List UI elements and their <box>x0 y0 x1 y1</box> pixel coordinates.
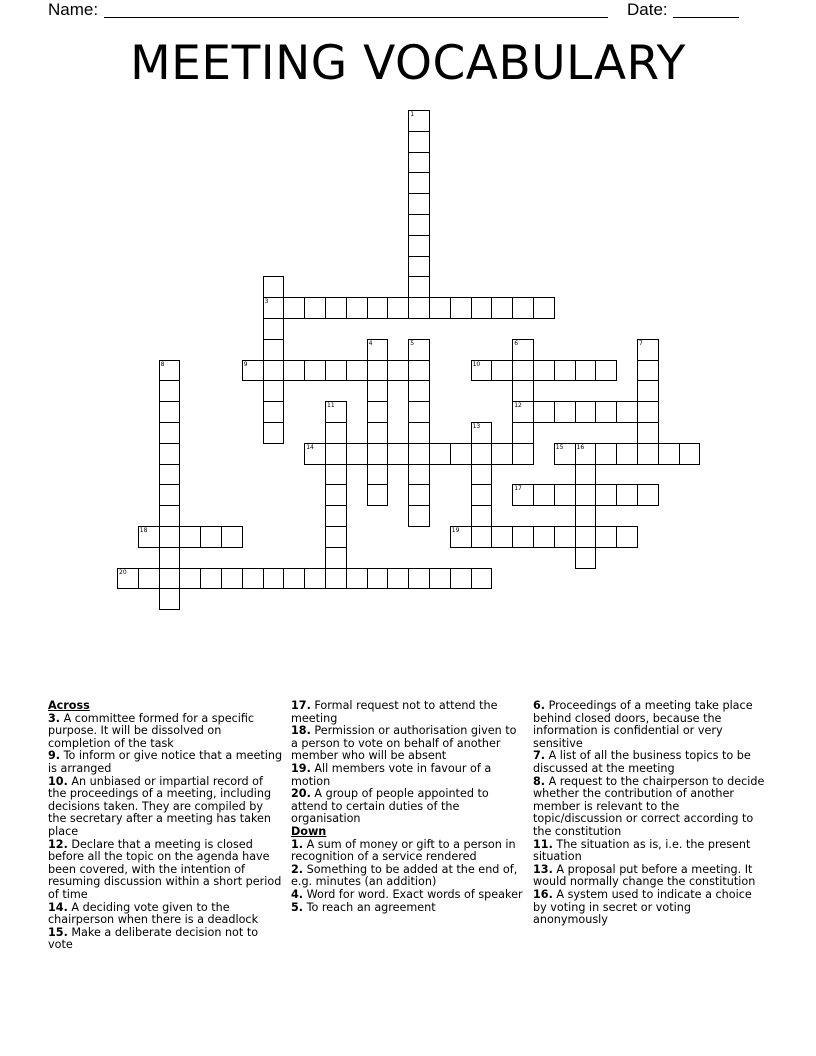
grid-cell[interactable] <box>512 422 534 444</box>
grid-cell[interactable] <box>242 360 264 382</box>
grid-cell[interactable] <box>408 568 430 590</box>
grid-cell[interactable] <box>637 360 659 382</box>
grid-cell[interactable] <box>159 401 181 423</box>
grid-cell[interactable] <box>325 568 347 590</box>
clue-number: 2. <box>291 862 304 876</box>
grid-cell[interactable] <box>367 360 389 382</box>
clues-column-2 <box>291 700 526 914</box>
clue-item <box>291 788 526 826</box>
clue-number: 8. <box>533 774 546 788</box>
grid-cell[interactable] <box>533 484 555 506</box>
clue-number: 6. <box>533 699 546 712</box>
grid-cell[interactable] <box>159 484 181 506</box>
grid-cell[interactable] <box>471 526 493 548</box>
clue-text: All members vote in favour of a motion <box>291 761 492 788</box>
grid-cell[interactable] <box>408 360 430 382</box>
grid-cell[interactable] <box>387 297 409 319</box>
grid-cell[interactable] <box>554 526 576 548</box>
grid-cell[interactable] <box>533 360 555 382</box>
grid-cell[interactable] <box>346 297 368 319</box>
grid-cell[interactable] <box>471 484 493 506</box>
grid-cell[interactable] <box>512 360 534 382</box>
clue-item <box>48 776 283 839</box>
clue-text: To inform or give notice that a meeting is arranged <box>48 749 283 775</box>
clue-number: 15. <box>48 925 68 939</box>
grid-cell[interactable] <box>242 568 264 590</box>
grid-cell[interactable] <box>408 380 430 402</box>
grid-cell[interactable] <box>575 464 597 486</box>
grid-cell[interactable] <box>367 401 389 423</box>
grid-cell[interactable] <box>491 443 513 465</box>
clue-number: 11. <box>533 837 553 851</box>
grid-cell[interactable] <box>408 464 430 486</box>
clue-item <box>291 700 526 725</box>
grid-cell[interactable] <box>408 422 430 444</box>
grid-cell[interactable] <box>450 443 472 465</box>
clue-number: 20 <box>119 568 127 576</box>
grid-cell[interactable] <box>367 297 389 319</box>
grid-cell[interactable] <box>616 401 638 423</box>
clue-text: Something to be added at the end of, e.g. minutes (an addition) <box>291 862 518 889</box>
grid-cell[interactable] <box>325 526 347 548</box>
clue-text: Formal request not to attend the meeting <box>291 699 498 725</box>
grid-cell[interactable] <box>533 526 555 548</box>
grid-cell[interactable] <box>408 401 430 423</box>
grid-cell[interactable] <box>408 152 430 174</box>
grid-cell[interactable] <box>325 464 347 486</box>
clue-number: 19. <box>291 761 311 775</box>
clue-text: Word for word. Exact words of speaker <box>303 887 523 901</box>
grid-cell[interactable] <box>325 443 347 465</box>
clue-number: 7. <box>533 749 546 763</box>
clue-item <box>48 839 283 902</box>
grid-cell[interactable] <box>159 588 181 610</box>
clue-text: A system used to indicate a choice by voting in secret or voting anonymously <box>533 887 752 927</box>
grid-cell[interactable] <box>554 484 576 506</box>
clue-text: A group of people appointed to attend to certain duties of the organisation <box>291 787 489 826</box>
grid-cell[interactable] <box>159 360 181 382</box>
clue-number: 4 <box>368 339 373 347</box>
grid-cell[interactable] <box>575 526 597 548</box>
grid-cell[interactable] <box>200 526 222 548</box>
clue-text: Declare that a meeting is closed before all the topic on the agenda have been covered, with the intention of resuming discussion within a short period of time <box>48 837 282 901</box>
grid-cell[interactable] <box>159 380 181 402</box>
grid-cell[interactable] <box>575 505 597 527</box>
grid-cell[interactable] <box>471 505 493 527</box>
grid-cell[interactable] <box>408 443 430 465</box>
grid-cell[interactable] <box>429 297 451 319</box>
clue-number: 4. <box>291 887 304 901</box>
grid-cell[interactable] <box>367 568 389 590</box>
grid-cell[interactable] <box>367 443 389 465</box>
grid-cell[interactable] <box>304 360 326 382</box>
clue-item <box>533 776 768 839</box>
grid-cell[interactable] <box>367 380 389 402</box>
grid-cell[interactable] <box>595 360 617 382</box>
grid-cell[interactable] <box>179 526 201 548</box>
grid-cell[interactable] <box>159 547 181 569</box>
grid-cell[interactable] <box>450 297 472 319</box>
grid-cell[interactable] <box>159 443 181 465</box>
clues-column-3 <box>533 700 768 927</box>
clue-number: 12 <box>514 402 522 410</box>
clue-text: A list of all the business topics to be discussed at the meeting <box>533 749 751 775</box>
grid-cell[interactable] <box>387 443 409 465</box>
grid-cell[interactable] <box>263 360 285 382</box>
grid-cell[interactable] <box>637 339 659 361</box>
grid-cell[interactable] <box>325 422 347 444</box>
clue-number: 11 <box>327 402 335 410</box>
grid-cell[interactable] <box>346 443 368 465</box>
grid-cell[interactable] <box>471 464 493 486</box>
grid-cell[interactable] <box>429 568 451 590</box>
grid-cell[interactable] <box>575 547 597 569</box>
clue-text: Make a deliberate decision not to vote <box>48 925 259 952</box>
grid-cell[interactable] <box>637 380 659 402</box>
grid-cell[interactable] <box>595 401 617 423</box>
grid-cell[interactable] <box>408 214 430 236</box>
clue-item <box>291 763 526 788</box>
clue-number: 18 <box>139 527 148 534</box>
clue-number: 8 <box>160 360 165 368</box>
clue-number: 1. <box>291 837 304 851</box>
grid-cell[interactable] <box>346 568 368 590</box>
clue-number: 14. <box>48 900 68 914</box>
clue-text: To reach an agreement <box>303 900 436 914</box>
clues-column-1 <box>48 700 283 952</box>
grid-cell[interactable] <box>595 484 617 506</box>
down-heading: Down <box>291 824 327 838</box>
page-title: MEETING VOCABULARY <box>130 36 686 91</box>
date-label: Date: <box>627 0 668 19</box>
grid-cell[interactable] <box>159 505 181 527</box>
clue-number: 13. <box>533 862 553 876</box>
clue-text: Permission or authorisation given to a person to vote on behalf of another member who will be absent <box>291 724 517 763</box>
grid-cell[interactable] <box>117 568 139 590</box>
grid-cell[interactable] <box>325 360 347 382</box>
grid-cell[interactable] <box>367 422 389 444</box>
clue-number: 5. <box>291 900 304 914</box>
grid-cell[interactable] <box>263 318 285 340</box>
clue-text: Proceedings of a meeting take place behind closed doors, because the information is confidential or very sensitive <box>533 699 753 750</box>
grid-cell[interactable] <box>408 131 430 153</box>
grid-cell[interactable] <box>200 568 222 590</box>
grid-cell[interactable] <box>283 360 305 382</box>
grid-cell[interactable] <box>637 401 659 423</box>
grid-cell[interactable] <box>159 568 181 590</box>
grid-cell[interactable] <box>471 443 493 465</box>
clue-text: The situation as is, i.e. the present situation <box>533 837 751 864</box>
grid-cell[interactable] <box>512 443 534 465</box>
grid-cell[interactable] <box>658 443 680 465</box>
grid-cell[interactable] <box>408 172 430 194</box>
clue-item <box>48 927 283 952</box>
grid-cell[interactable] <box>159 526 181 548</box>
grid-cell[interactable] <box>408 297 430 319</box>
clue-number: 5 <box>410 339 415 347</box>
clue-number: 3. <box>48 711 61 725</box>
clue-number: 9. <box>48 749 61 763</box>
clue-number: 19 <box>451 527 460 534</box>
grid-cell[interactable] <box>637 422 659 444</box>
grid-cell[interactable] <box>387 360 409 382</box>
grid-cell[interactable] <box>408 110 430 132</box>
clue-number: 7 <box>639 339 643 347</box>
grid-cell[interactable] <box>512 380 534 402</box>
clue-text: A sum of money or gift to a person in recognition of a service rendered <box>291 837 516 864</box>
grid-cell[interactable] <box>325 297 347 319</box>
grid-cell[interactable] <box>325 505 347 527</box>
grid-cell[interactable] <box>512 339 534 361</box>
grid-cell[interactable] <box>408 505 430 527</box>
clue-number: 6 <box>514 339 519 347</box>
grid-cell[interactable] <box>429 443 451 465</box>
clue-number: 20. <box>291 787 311 801</box>
grid-cell[interactable] <box>512 526 534 548</box>
grid-cell[interactable] <box>408 193 430 215</box>
clue-item <box>533 889 768 927</box>
grid-cell[interactable] <box>471 360 493 382</box>
grid-cell[interactable] <box>283 297 305 319</box>
grid-cell[interactable] <box>512 401 534 423</box>
grid-cell[interactable] <box>263 422 285 444</box>
grid-cell[interactable] <box>533 297 555 319</box>
grid-cell[interactable] <box>408 235 430 257</box>
grid-cell[interactable] <box>554 401 576 423</box>
grid-cell[interactable] <box>179 568 201 590</box>
grid-cell[interactable] <box>387 568 409 590</box>
grid-cell[interactable] <box>367 339 389 361</box>
grid-cell[interactable] <box>595 443 617 465</box>
grid-cell[interactable] <box>637 484 659 506</box>
grid-cell[interactable] <box>325 401 347 423</box>
grid-cell[interactable] <box>679 443 701 465</box>
grid-cell[interactable] <box>616 526 638 548</box>
grid-cell[interactable] <box>221 568 243 590</box>
grid-cell[interactable] <box>471 422 493 444</box>
clue-item <box>48 902 283 927</box>
clue-item <box>533 864 768 889</box>
clue-item <box>48 750 283 775</box>
clue-text: A deciding vote given to the chairperson when there is a deadlock <box>48 900 259 927</box>
clue-text: An unbiased or impartial record of the proceedings of a meeting, including decisions taken. They are compiled by the secretary after a meeting has taken place <box>48 774 272 838</box>
grid-cell[interactable] <box>491 526 513 548</box>
clue-number: 9 <box>243 360 248 368</box>
clue-number: 14 <box>306 443 314 451</box>
clue-item <box>533 839 768 864</box>
clue-item <box>291 839 526 864</box>
grid-cell[interactable] <box>263 401 285 423</box>
grid-cell[interactable] <box>221 526 243 548</box>
grid-cell[interactable] <box>575 484 597 506</box>
grid-cell[interactable] <box>263 380 285 402</box>
grid-cell[interactable] <box>304 443 326 465</box>
grid-cell[interactable] <box>491 297 513 319</box>
grid-cell[interactable] <box>408 339 430 361</box>
clue-number: 10 <box>472 360 481 368</box>
grid-cell[interactable] <box>283 568 305 590</box>
name-label: Name: <box>48 0 99 19</box>
grid-cell[interactable] <box>637 443 659 465</box>
grid-cell[interactable] <box>346 360 368 382</box>
grid-cell[interactable] <box>325 484 347 506</box>
grid-cell[interactable] <box>138 526 160 548</box>
clue-number: 15 <box>555 443 564 451</box>
grid-cell[interactable] <box>367 484 389 506</box>
grid-cell[interactable] <box>616 484 638 506</box>
grid-cell[interactable] <box>138 568 160 590</box>
grid-cell[interactable] <box>512 297 534 319</box>
grid-cell[interactable] <box>595 526 617 548</box>
grid-cell[interactable] <box>450 526 472 548</box>
clue-number: 16 <box>576 443 585 451</box>
clue-text: A committee formed for a specific purpose. It will be dissolved on completion of the task <box>48 711 255 750</box>
grid-cell[interactable] <box>408 276 430 298</box>
clue-number: 10. <box>48 774 68 788</box>
clue-number: 3 <box>264 298 269 306</box>
grid-cell[interactable] <box>575 443 597 465</box>
clue-item <box>533 750 768 775</box>
clue-number: 17. <box>291 699 311 712</box>
grid-cell[interactable] <box>367 464 389 486</box>
clue-item <box>48 713 283 751</box>
clue-text: A proposal put before a meeting. It would normally change the constitution <box>533 862 756 889</box>
grid-cell[interactable] <box>533 401 555 423</box>
clue-number: 12. <box>48 837 68 851</box>
grid-cell[interactable] <box>263 568 285 590</box>
clue-item <box>533 700 768 750</box>
grid-cell[interactable] <box>471 568 493 590</box>
clue-text: A request to the chairperson to decide whether the contribution of another member is relevant to the topic/discussion or correct according to the constitution <box>533 774 765 838</box>
clue-number: 13 <box>472 423 481 430</box>
grid-cell[interactable] <box>512 484 534 506</box>
clue-number: 16. <box>533 887 553 901</box>
grid-cell[interactable] <box>554 443 576 465</box>
grid-cell[interactable] <box>491 360 513 382</box>
grid-cell[interactable] <box>263 339 285 361</box>
grid-cell[interactable] <box>450 568 472 590</box>
clue-item <box>291 864 526 889</box>
grid-cell[interactable] <box>263 276 285 298</box>
across-heading: Across <box>48 699 90 712</box>
grid-cell[interactable] <box>471 297 493 319</box>
grid-cell[interactable] <box>159 464 181 486</box>
grid-cell[interactable] <box>304 568 326 590</box>
grid-cell[interactable] <box>304 297 326 319</box>
grid-cell[interactable] <box>408 256 430 278</box>
grid-cell[interactable] <box>408 484 430 506</box>
grid-cell[interactable] <box>616 443 638 465</box>
grid-cell[interactable] <box>575 401 597 423</box>
clue-number: 17 <box>514 485 522 493</box>
grid-cell[interactable] <box>263 297 285 319</box>
clue-item <box>291 725 526 763</box>
clue-item <box>291 902 526 915</box>
grid-cell[interactable] <box>159 422 181 444</box>
clue-number: 18. <box>291 724 311 738</box>
grid-cell[interactable] <box>325 547 347 569</box>
grid-cell[interactable] <box>554 360 576 382</box>
clue-number: 1 <box>410 111 415 118</box>
grid-cell[interactable] <box>575 360 597 382</box>
